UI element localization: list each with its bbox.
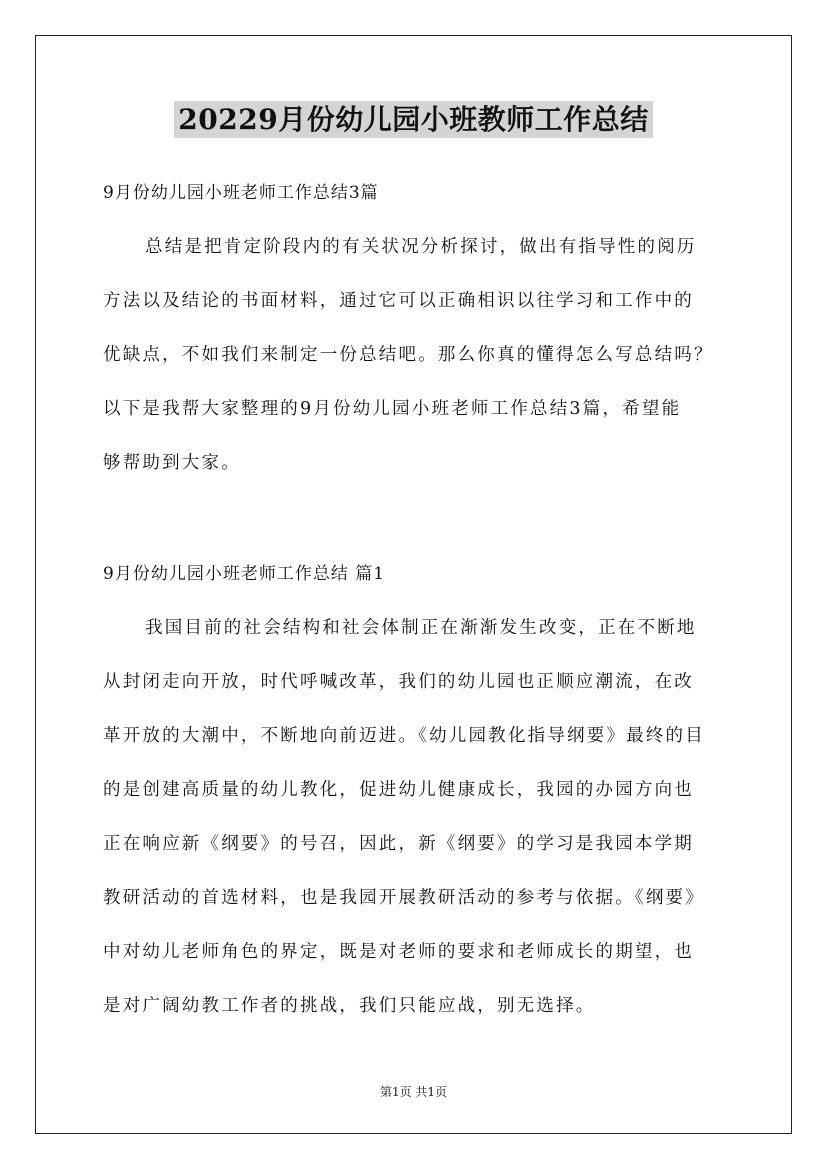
body-line: 中对幼儿老师角色的界定，既是对老师的要求和老师成长的期望，也 [103,942,694,962]
body-line: 我国目前的社会结构和社会体制正在渐渐发生改变，正在不断地 [145,618,697,638]
intro-line: 够帮助到大家。 [103,453,241,473]
body-line: 的是创建高质量的幼儿教化，促进幼儿健康成长，我园的办园方向也 [103,780,694,800]
section-heading: 9月份幼儿园小班老师工作总结 篇1 [103,564,386,584]
intro-line: 总结是把肯定阶段内的有关状况分析探讨，做出有指导性的阅历 [145,237,697,257]
body-line: 教研活动的首选材料，也是我园开展教研活动的参考与依据。《纲要》 [103,888,705,908]
body-line: 革开放的大潮中，不断地向前迈进。《幼儿园教化指导纲要》最终的目 [103,726,705,746]
intro-line: 优缺点，不如我们来制定一份总结吧。那么你真的懂得怎么写总结吗？ [103,345,714,365]
intro-line: 方法以及结论的书面材料，通过它可以正确相识以往学习和工作中的 [103,291,694,311]
body-line: 正在响应新《纲要》的号召，因此，新《纲要》的学习是我园本学期 [103,834,694,854]
document-title: 20229月份幼儿园小班教师工作总结 [0,100,827,140]
intro-line: 以下是我帮大家整理的9月份幼儿园小班老师工作总结3篇，希望能 [103,399,682,419]
page-footer: 第1页 共1页 [379,1085,448,1099]
document-subtitle: 9月份幼儿园小班老师工作总结3篇 [103,183,379,203]
body-line: 从封闭走向开放，时代呼喊改革，我们的幼儿园也正顺应潮流，在改 [103,672,694,692]
body-line: 是对广阔幼教工作者的挑战，我们只能应战，别无选择。 [103,996,596,1016]
